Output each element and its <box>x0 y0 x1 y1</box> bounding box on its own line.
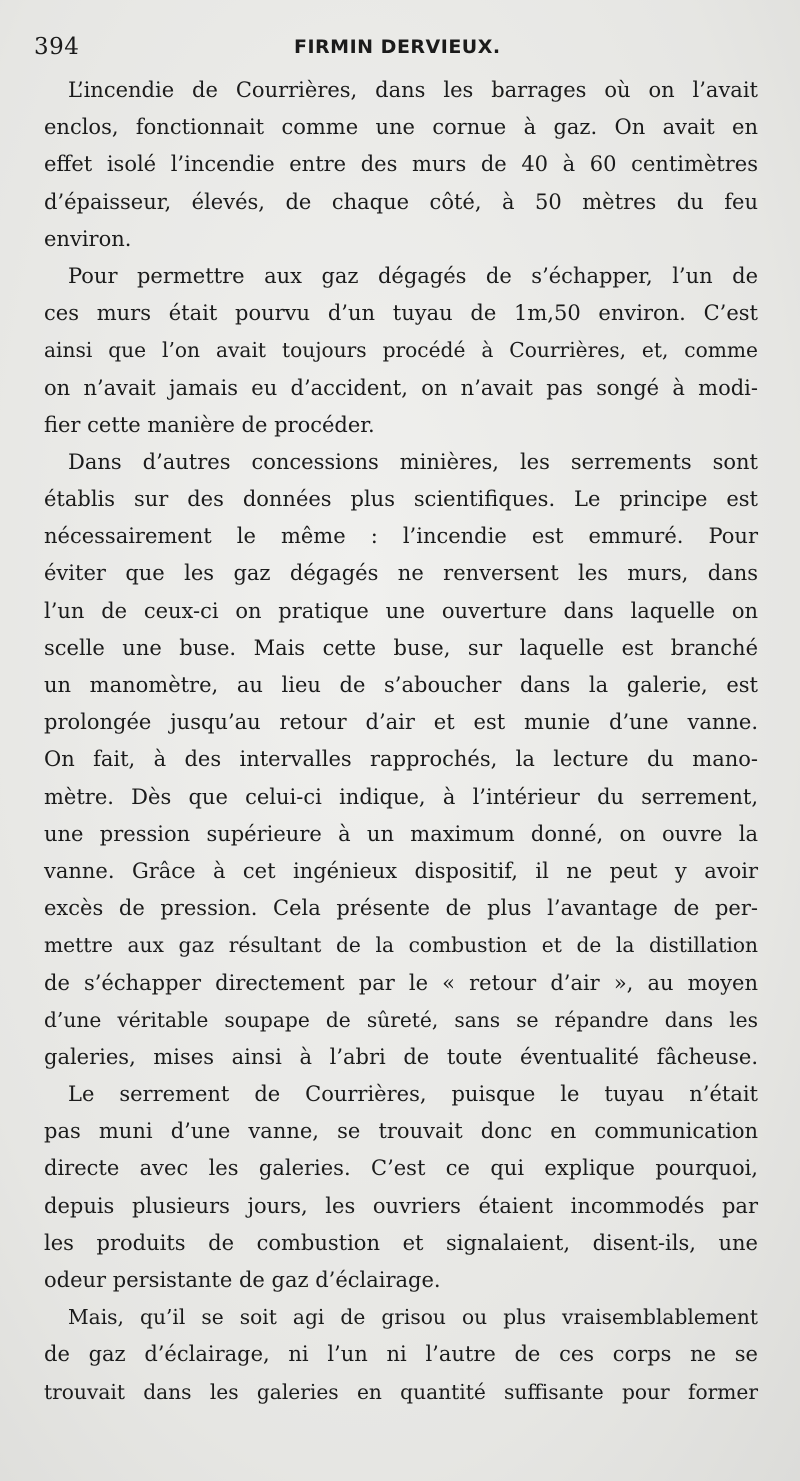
text-line: les produits de combustion et signalaient, disent-ils, une <box>44 1230 758 1255</box>
text-line: on n’avait jamais eu d’accident, on n’avait pas songé à modi- <box>44 375 758 400</box>
text-line: trouvait dans les galeries en quantité suffisante pour former <box>44 1379 758 1404</box>
text-line: nécessairement le même : l’incendie est emmuré. Pour <box>44 524 758 549</box>
running-head: FIRMIN DERVIEUX. <box>294 36 501 58</box>
text-line: odeur persistante de gaz d’éclairage. <box>44 1268 441 1292</box>
text-line: Pour permettre aux gaz dégagés de s’échapper, l’un de <box>68 263 758 288</box>
text-line: de gaz d’éclairage, ni l’un ni l’autre de ces corps ne se <box>44 1342 758 1367</box>
text-line: ainsi que l’on avait toujours procédé à Courrières, et, comme <box>44 338 758 363</box>
text-line: mettre aux gaz résultant de la combustion et de la distillation <box>44 933 758 958</box>
text-line: éviter que les gaz dégagés ne renversent les murs, dans <box>44 561 758 586</box>
text-line: d’épaisseur, élevés, de chaque côté, à 50 mètres du feu <box>44 189 758 214</box>
text-line: d’une véritable soupape de sûreté, sans se répandre dans les <box>44 1007 758 1032</box>
text-line: mètre. Dès que celui-ci indique, à l’intérieur du serrement, <box>44 784 758 809</box>
page-number: 394 <box>34 34 80 60</box>
text-line: vanne. Grâce à cet ingénieux dispositif, il ne peut y avoir <box>44 858 758 883</box>
text-line: ces murs était pourvu d’un tuyau de 1m,50 environ. C’est <box>44 301 758 326</box>
text-line: L’incendie de Courrières, dans les barrages où on l’avait <box>68 78 758 102</box>
text-line: l’un de ceux-ci on pratique une ouverture dans laquelle on <box>44 598 758 623</box>
text-line: de s’échapper directement par le « retour d’air », au moyen <box>44 970 758 995</box>
text-line: prolongée jusqu’au retour d’air et est munie d’une vanne. <box>44 710 758 735</box>
text-line: excès de pression. Cela présente de plus l’avantage de per- <box>44 896 758 921</box>
text-line: galeries, mises ainsi à l’abri de toute éventualité fâcheuse. <box>44 1044 758 1069</box>
body-text <box>44 72 758 1411</box>
text-line: fier cette manière de procéder. <box>44 412 375 437</box>
text-line: Dans d’autres concessions minières, les serrements sont <box>68 449 758 474</box>
text-line: depuis plusieurs jours, les ouvriers étaient incommodés par <box>44 1193 758 1218</box>
text-line: enclos, fonctionnait comme une cornue à gaz. On avait en <box>44 115 758 140</box>
text-line: scelle une buse. Mais cette buse, sur laquelle est branché <box>44 635 758 660</box>
text-line: effet isolé l’incendie entre des murs de 40 à 60 centimètres <box>44 152 758 177</box>
page-header <box>34 34 760 68</box>
text-line: Le serrement de Courrières, puisque le tuyau n’était <box>68 1082 758 1107</box>
text-line: On fait, à des intervalles rapprochés, la lecture du mano- <box>44 747 758 772</box>
text-line: environ. <box>44 226 132 251</box>
text-line: pas muni d’une vanne, se trouvait donc en communication <box>44 1119 758 1144</box>
text-line: Mais, qu’il se soit agi de grisou ou plus vraisemblablement <box>68 1305 758 1330</box>
text-line: directe avec les galeries. C’est ce qui explique pourquoi, <box>44 1156 758 1181</box>
text-line: établis sur des données plus scientifiques. Le principe est <box>44 487 758 512</box>
text-line: une pression supérieure à un maximum donné, on ouvre la <box>44 821 758 846</box>
text-line: un manomètre, au lieu de s’aboucher dans la galerie, est <box>44 673 758 697</box>
